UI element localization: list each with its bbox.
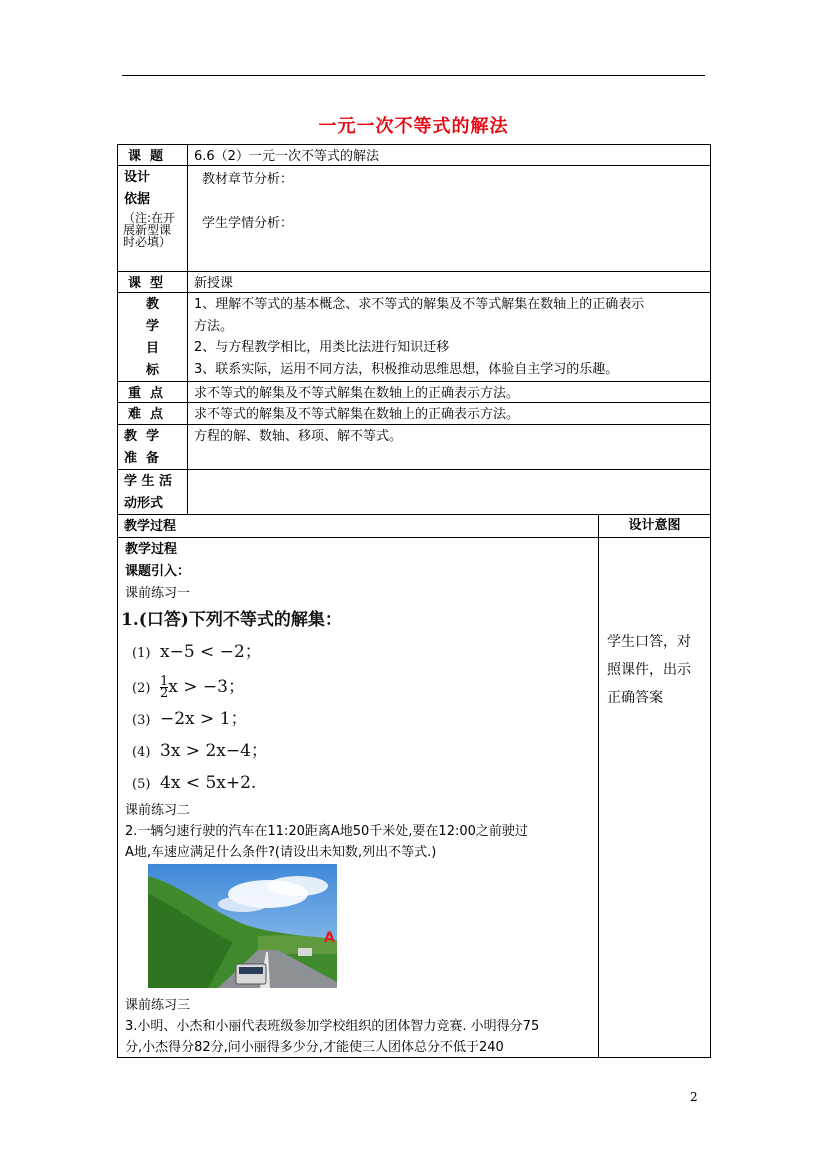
prep-label-cell [117, 424, 188, 470]
activity-label-cell [117, 469, 188, 515]
exercise-3-line-1: 3.小明、小杰和小丽代表班级参加学校组织的团体智力竞赛. 小明得分75 [125, 1019, 540, 1034]
goals-value-cell [187, 292, 711, 382]
exercise-2-line-1: 2.一辆匀速行驶的汽车在11:20距离A地50千米处,要在12:00之前驶过 [125, 824, 528, 839]
goal-line-1: 1、理解不等式的基本概念、求不等式的解集及不等式解集在数轴上的正确表示 [194, 297, 645, 312]
intent-body-cell [598, 537, 711, 1058]
key-value: 求不等式的解集及不等式解集在数轴上的正确表示方法。 [194, 386, 520, 401]
document-title: 一元一次不等式的解法 [318, 116, 509, 137]
goals-label-char-2: 学 [145, 319, 159, 334]
exercise-1-title: 课前练习一 [125, 586, 191, 601]
process-header-cell [117, 514, 599, 538]
intent-line-1: 学生口答，对 [607, 634, 691, 650]
basis-label-cell [117, 165, 188, 272]
difficulty-value: 求不等式的解集及不等式解集在数轴上的正确表示方法。 [194, 407, 520, 422]
type-value-cell [187, 271, 711, 293]
exercise-1-item-2: (2) $\frac{1}{2}$ x > −3； [132, 674, 245, 701]
activity-label-line-1: 学 生 活 [124, 474, 173, 489]
basis-note: （注:在开展新型课时必填） [123, 211, 176, 249]
exercise-1-item-1: (1) x−5 < −2； [132, 642, 262, 662]
key-label-cell [117, 381, 188, 403]
goal-line-4: 3、联系实际，运用不同方法，积极推动思维思想，体验自主学习的乐趣。 [194, 361, 619, 377]
process-body-cell [117, 537, 599, 1058]
goal-line-2: 方法。 [194, 318, 234, 334]
goals-label-cell [117, 292, 188, 382]
goals-label-char-3: 目 [145, 341, 159, 356]
difficulty-label: 难 点 [128, 407, 164, 422]
goals-label-char-4: 标 [145, 363, 159, 378]
exercise-1-item-4: (4) 3x > 2x−4； [132, 741, 268, 761]
exercise-2-line-2: A地,车速应满足什么条件?(请设出未知数,列出不等式.) [125, 845, 437, 860]
exercise-1-item-3: (3) −2x > 1； [132, 709, 248, 729]
intent-header: 设计意图 [628, 518, 681, 533]
type-value: 新授课 [194, 276, 234, 291]
activity-value-cell [187, 469, 711, 515]
prep-label-line-1: 教 学 [124, 429, 160, 444]
intent-header-cell [598, 514, 711, 538]
topic-value-cell [187, 144, 711, 166]
basis-label-line-2: 依据 [124, 192, 151, 207]
prep-value: 方程的解、数轴、移项、解不等式。 [194, 429, 403, 444]
type-label: 课 型 [128, 276, 164, 291]
photo-label-a: A [324, 930, 335, 946]
page-number: 2 [690, 1090, 698, 1104]
type-label-cell [117, 271, 188, 293]
exercise-1-figure [118, 610, 418, 800]
exercise-1-question: 1.(口答)下列不等式的解集： [121, 610, 342, 630]
key-label: 重 点 [128, 386, 164, 401]
process-header: 教学过程 [124, 519, 177, 534]
student-analysis-label: 学生学情分析： [202, 216, 294, 231]
textbook-analysis-label: 教材章节分析： [202, 172, 294, 187]
process-heading: 教学过程 [125, 542, 178, 557]
prep-label-line-2: 准 备 [124, 451, 160, 466]
goals-label-char-1: 教 [145, 297, 159, 312]
exercise-3-line-2: 分,小杰得分82分,问小丽得多少分,才能使三人团体总分不低于240 [125, 1040, 504, 1055]
intro-heading: 课题引入： [125, 564, 191, 579]
highway-photo [148, 864, 337, 988]
fraction-one-half: $\frac{1}{2}$ [160, 674, 169, 701]
exercise-3-title: 课前练习三 [125, 998, 191, 1013]
topic-label-cell [117, 144, 188, 166]
intent-line-2: 照课件，出示 [607, 662, 691, 678]
difficulty-value-cell [187, 402, 711, 425]
basis-value-cell [187, 165, 711, 272]
topic-label: 课 题 [128, 149, 164, 164]
exercise-1-item-5: (5) 4x < 5x+2. [132, 773, 257, 793]
prep-value-cell [187, 424, 711, 470]
difficulty-label-cell [117, 402, 188, 425]
key-value-cell [187, 381, 711, 403]
intent-line-3: 正确答案 [607, 690, 663, 706]
goal-line-3: 2、与方程教学相比，用类比法进行知识迁移 [194, 340, 450, 355]
topic-value: 6.6（2）一元一次不等式的解法 [194, 149, 379, 164]
header-rule [122, 75, 705, 76]
basis-label-line-1: 设计 [124, 170, 151, 185]
exercise-2-title: 课前练习二 [125, 803, 191, 818]
activity-label-line-2: 动形式 [124, 496, 164, 511]
